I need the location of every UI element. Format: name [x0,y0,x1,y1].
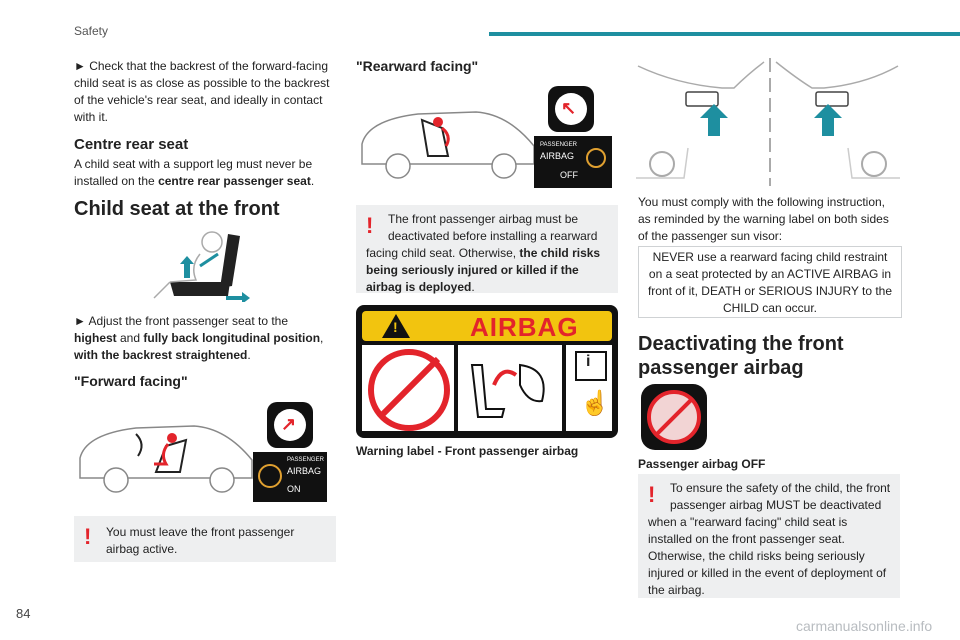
text-span: installed on the [74,174,159,188]
text-line: NEVER use a rearward facing child restraint [652,250,888,264]
text-span: and [116,331,144,345]
bold-span: being seriously injured or killed if the [366,263,579,277]
text-line: injured or killed in the event of deployment of [648,566,887,580]
text-line: Otherwise, the child risks being seriously [648,549,865,563]
child-seat-front-heading: Child seat at the front [74,198,280,220]
airbag-switch-icon [267,402,313,448]
text-line: The front passenger airbag must be [388,212,579,226]
wheel-front [104,468,128,492]
heading-line: passenger airbag [638,357,804,379]
forward-warning-box [74,516,336,562]
text-line: with the backrest straightened. [74,348,251,362]
airbag-warning-label [356,305,618,438]
text-line: A child seat with a support leg must never be [74,157,313,171]
text-span: facing child seat. Otherwise, [366,246,520,260]
child-seat [156,440,186,472]
warning-label-caption: Warning label - Front passenger airbag [356,444,579,458]
header-accent-bar [489,32,960,36]
text-line: front of it, DEATH or SERIOUS INJURY to the [647,284,893,298]
off-warning-box [638,474,900,598]
centre-rear-heading: Centre rear seat [74,136,189,153]
child-head [433,117,443,127]
warning-exclamation-icon: ! [366,213,374,238]
never-notice-box [638,246,902,318]
bold-span: the child risks [519,246,601,260]
centre-rear-text [74,156,344,190]
visor-right-outline [776,62,898,88]
text-line: on a seat protected by an ACTIVE AIRBAG in [648,267,892,281]
airbag-deploy-icon [458,345,562,431]
steering-wheel-left [650,152,674,176]
seat-back [220,234,240,288]
warning-text [106,524,294,558]
warning-exclamation-icon: ! [648,482,656,507]
airbag-on-indicator [253,452,327,502]
page-number: 84 [16,606,31,621]
comply-text [638,194,908,245]
text-line: airbag is deployed. [366,280,475,294]
back-arrow-icon [200,254,218,266]
up-arrow-left-icon [700,104,728,136]
running-header: Safety [74,24,109,38]
text-line: You must comply with the following instruction, [638,195,886,209]
wheel-front [386,154,410,178]
manual-book-icon [575,351,607,381]
warning-text-first [670,480,890,514]
rearward-warning-box [356,205,618,293]
child-head [167,433,177,443]
text-line: when a "rearward facing" child seat is [648,515,848,529]
bold-span: airbag is deployed [366,280,472,294]
text-line [366,262,600,279]
text-line: CHILD can occur. [722,301,818,315]
wheel-rear [492,154,516,178]
warning-text-first [388,211,597,245]
airbag-off-indicator [534,136,612,188]
text-line: child seat is as close as possible to the backrest [74,76,330,90]
text-line: of the vehicle's rear seat, and ideally in contact [74,93,323,107]
text-line: To ensure the safety of the child, the front [670,481,891,495]
up-arrow-right-icon [814,104,842,136]
sun-visor-illustration [636,58,900,186]
forward-car-illustration [76,420,256,496]
text-line: passenger airbag MUST be deactivated [670,498,882,512]
bold-span: fully back longitudinal position [143,331,321,345]
indicator-label-mid: AIRBAG [287,466,322,476]
visor-left-outline [638,62,764,88]
text-line: installed on the centre rear passenger seat. [74,174,315,188]
no-child-icon [586,148,606,168]
text-line: of the passenger sun visor: [638,229,783,243]
text-line: You must leave the front passenger [106,525,295,539]
indicator-label-mid: AIRBAG [540,151,575,161]
seat-outline [472,365,504,417]
label-banner [362,311,612,341]
seat-cushion [170,282,230,296]
wheel-rear [210,468,234,492]
label-panel-deploy [458,345,562,431]
leg-outline [154,282,170,298]
deactivating-heading [638,332,844,380]
text-line: airbag active. [106,542,178,556]
label-panel-manual [566,345,612,431]
triangle-mark: ! [393,319,398,335]
off-caption: Passenger airbag OFF [638,457,766,471]
hand-pointing-icon: ☝ [580,390,610,417]
dashboard-curve [136,434,142,456]
text-line: as reminded by the warning label on both sides [638,212,889,226]
rearward-facing-heading: "Rearward facing" [356,58,479,74]
arrow-up-left-icon: ↖ [561,98,577,118]
text-line: highest and fully back longitudinal position, [74,331,324,345]
warning-exclamation-icon: ! [84,524,92,549]
text-line: deactivated before installing a rearward [388,229,598,243]
heading-line: Deactivating the front [638,333,844,355]
steering-wheel-right [862,152,886,176]
visor-label-left [686,92,718,106]
text-line: with it. [74,110,109,124]
label-title: AIRBAG [470,312,579,342]
warning-text-rest [648,514,886,599]
head-outline [202,232,222,252]
col1-bullet [74,58,344,126]
seat-adjust-illustration [140,226,250,302]
arrow-up-right-icon: ↗ [281,414,297,434]
info-mark: i [586,353,591,370]
up-arrow-icon [180,256,194,278]
indicator-state: OFF [560,170,578,180]
no-child-icon [258,464,282,488]
bold-span: with the backrest straightened [74,348,248,362]
adjust-text [74,313,349,364]
airbag-switch-off-icon [548,86,594,132]
text-line [366,245,600,262]
visor-label-right [816,92,848,106]
text-line: ► Adjust the front passenger seat to the [74,314,289,328]
bold-span: highest [74,331,117,345]
watermark-text: carmanualsonline.info [796,618,933,634]
label-panel-prohibited [362,345,454,431]
indicator-label-top: PASSENGER [540,142,577,148]
warning-text-rest [366,245,600,296]
indicator-state: ON [287,484,301,494]
text-line: ► Check that the backrest of the forward-facing [74,59,328,73]
indicator-label-top: PASSENGER [287,457,324,463]
text-line: the airbag. [648,583,705,597]
airbag-off-warning-icon [641,384,707,450]
slide-arrow-icon [226,292,250,302]
bold-span: centre rear passenger seat [158,174,311,188]
airbag-shape [520,365,544,401]
deploy-arrow-icon [494,372,516,385]
text-line: installed on the front passenger seat. [648,532,845,546]
rearward-car-illustration [358,106,538,182]
forward-facing-heading: "Forward facing" [74,373,188,389]
